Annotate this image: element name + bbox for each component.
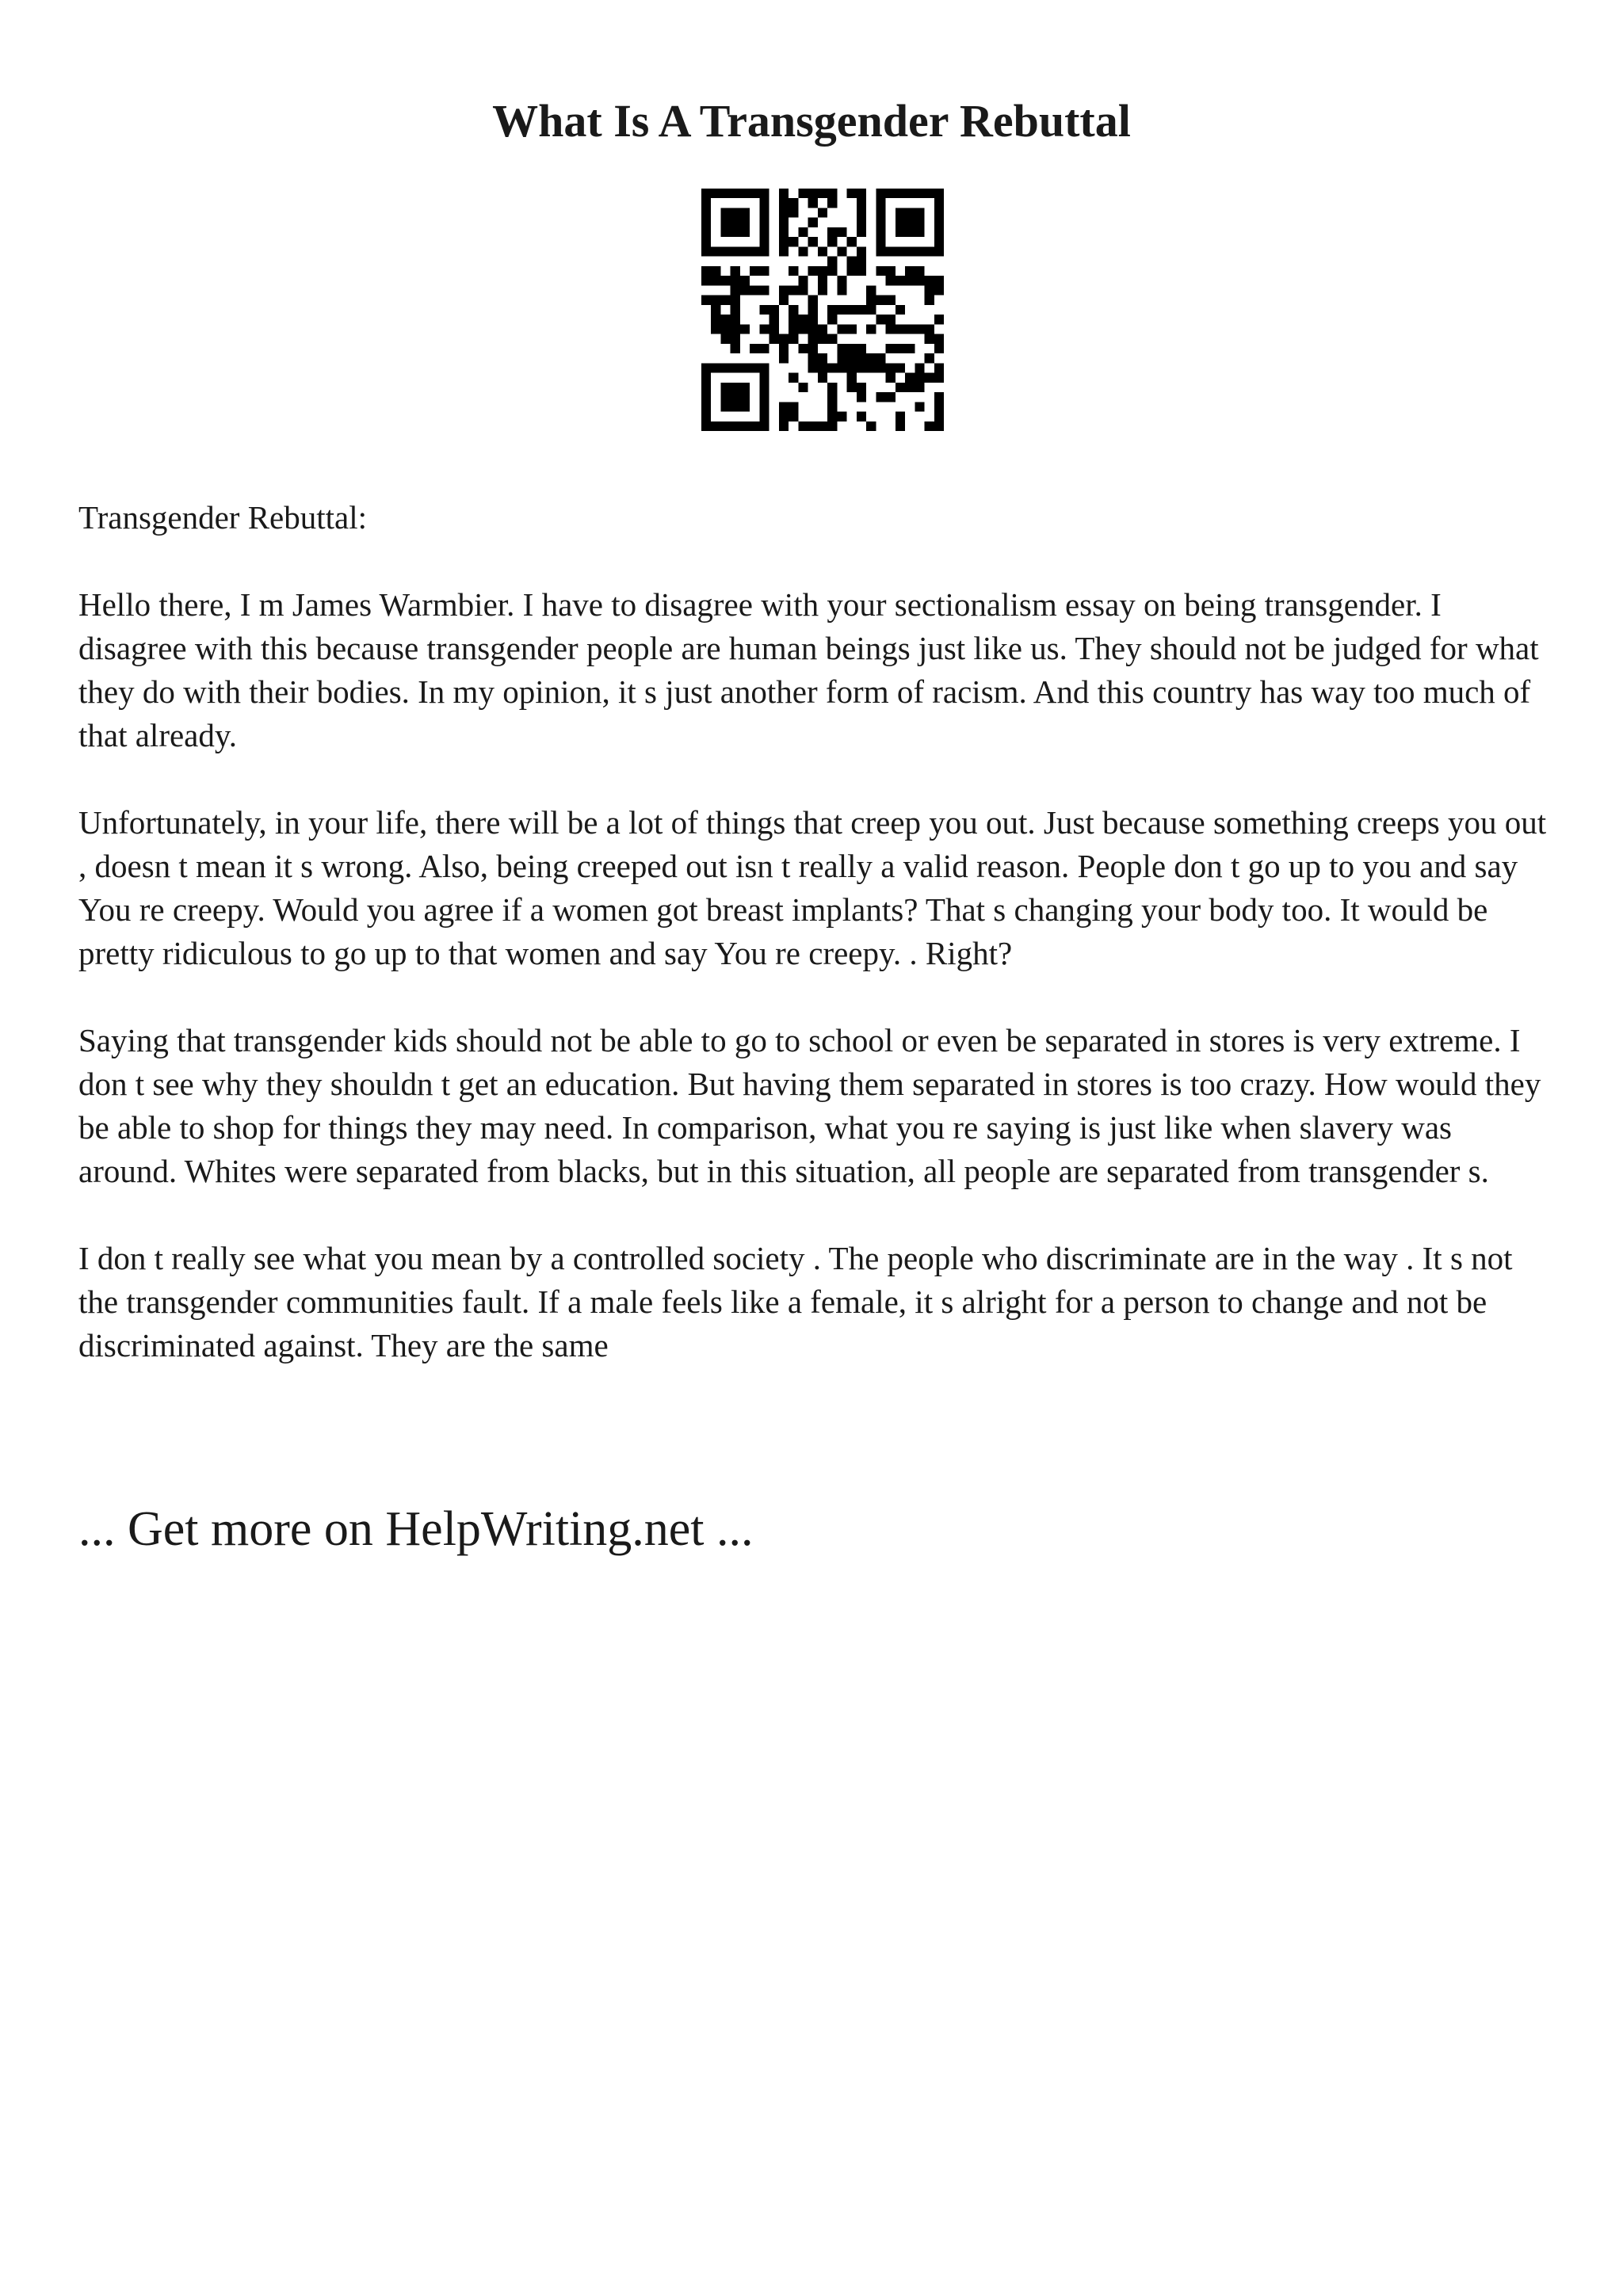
helpwriting-link[interactable]: ... Get more on HelpWriting.net ... <box>78 1502 754 1556</box>
paragraph: Unfortunately, in your life, there will be a lot of things that creep you out. Just because something creeps you out , doesn t mean it s wrong. Also, being creeped out isn t really a valid reason. People don t go up to you and say You re creepy. Would you agree if a women got breast implants? That s changing your body too. It would be pretty ridiculous to go up to that women and say You re creepy. . Right? <box>78 804 1547 971</box>
paragraph: I don t really see what you mean by a controlled society . The people who discriminate are in the way . It s not the transgender communities fault. If a male feels like a female, it s alright for a person to change and not be discriminated against. They are the same <box>78 1240 1513 1363</box>
paragraph: Hello there, I m James Warmbier. I have to disagree with your sectionalism essay on being transgender. I disagree with this because transgender people are human beings just like us. They should not be judged for what they do with their bodies. In my opinion, it s just another form of racism. And this country has way too much of that already. <box>78 586 1539 753</box>
paragraph: Saying that transgender kids should not be able to go to school or even be separated in stores is very extreme. I don t see why they shouldn t get an education. But having them separated in stores is too crazy. How would they be able to shop for things they may need. In comparison, what you re saying is just like when slavery was around. Whites were separated from blacks, but in this situation, all people are separated from transgender s. <box>78 1022 1541 1189</box>
page-title: What Is A Transgender Rebuttal <box>492 95 1131 147</box>
section-heading: Transgender Rebuttal: <box>78 499 368 536</box>
document-body <box>78 496 1552 1411</box>
qr-code-icon <box>701 189 944 431</box>
